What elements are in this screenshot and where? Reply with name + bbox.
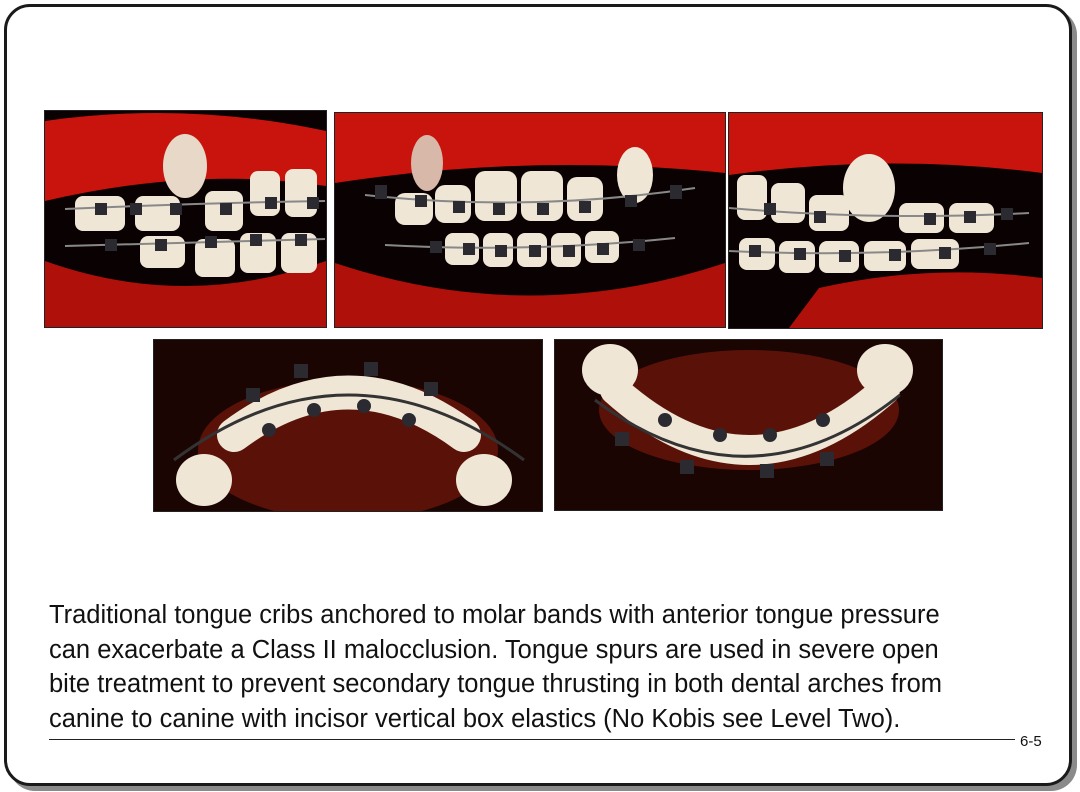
photo-left-buccal-view xyxy=(728,112,1043,329)
caption-line: Traditional tongue cribs anchored to molar bands with anterior tongue pressure xyxy=(49,601,940,629)
photo-right-buccal-view xyxy=(44,110,327,328)
page-number: 6-5 xyxy=(1020,733,1042,750)
footer-divider xyxy=(49,739,1015,740)
photo-maxillary-occlusal-view xyxy=(153,339,543,512)
caption-text xyxy=(49,598,1059,736)
caption-line: can exacerbate a Class II malocclusion. Tongue spurs are used in severe open xyxy=(49,635,939,664)
photo-frontal-view xyxy=(334,112,726,328)
photo-mandibular-occlusal-view xyxy=(554,339,943,511)
caption-line: bite treatment to prevent secondary tongue thrusting in both dental arches from xyxy=(49,670,943,698)
caption-line: canine to canine with incisor vertical box elastics (No Kobis see Level Two). xyxy=(49,704,901,733)
